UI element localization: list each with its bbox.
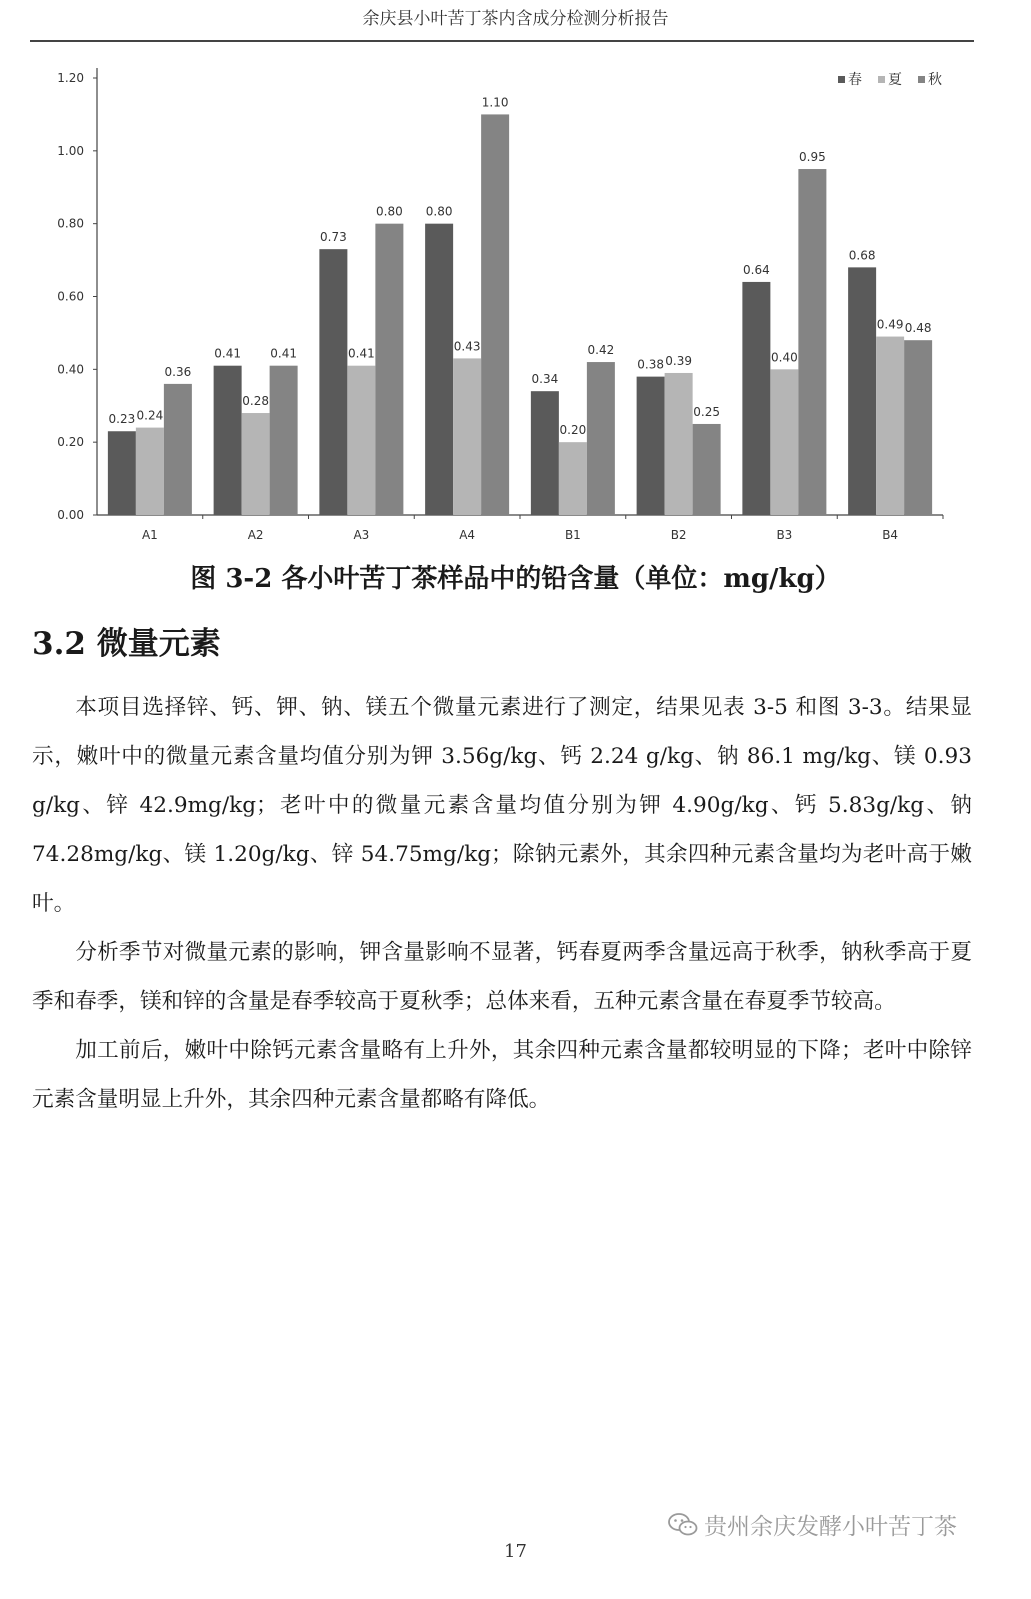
header-rule [30, 40, 974, 42]
y-tick-label: 0.40 [57, 362, 84, 377]
data-label: 0.49 [876, 317, 904, 332]
x-tick-label: B4 [882, 528, 899, 542]
legend-swatch-0 [838, 76, 845, 83]
bar-A3-2 [375, 224, 403, 515]
data-label: 0.41 [214, 346, 241, 361]
page-number: 17 [504, 1541, 527, 1562]
data-label: 0.43 [453, 339, 481, 354]
legend-label: 秋 [928, 72, 942, 88]
data-label: 0.23 [108, 412, 136, 427]
x-tick-label: B1 [564, 528, 581, 542]
x-tick-label: A4 [459, 528, 476, 542]
data-label: 0.64 [743, 262, 770, 277]
y-tick-label: 0.00 [57, 508, 84, 522]
bar-B1-2 [587, 362, 615, 515]
section-heading: 3.2 微量元素 [32, 626, 221, 662]
lead-content-bar-chart [0, 55, 1031, 545]
data-label: 0.25 [693, 404, 720, 419]
watermark [668, 1508, 957, 1541]
bar-B1-1 [559, 442, 587, 515]
bar-B2-1 [665, 373, 693, 515]
data-label: 0.42 [587, 343, 615, 358]
legend-swatch-1 [878, 76, 885, 83]
x-tick-label: B2 [670, 528, 687, 542]
y-tick-label: 0.60 [57, 289, 84, 304]
data-label: 0.48 [904, 321, 932, 336]
data-label: 0.38 [637, 357, 664, 372]
x-tick-label: B3 [776, 528, 793, 542]
bar-B3-1 [770, 369, 798, 515]
data-label: 0.80 [425, 204, 453, 219]
paragraph-2: 分析季节对微量元素的影响，钾含量影响不显著，钙春夏两季含量远高于秋季，钠秋季高于夏季和春季，镁和锌的含量是春季较高于夏秋季；总体来看，五种元素含量在春夏季节较高。 [32, 940, 972, 1014]
bar-A1-2 [164, 384, 192, 515]
bar-B4-0 [848, 267, 876, 515]
bar-A3-0 [319, 249, 347, 515]
bar-B2-0 [637, 377, 665, 515]
bar-B3-2 [798, 169, 826, 515]
bar-A2-1 [242, 413, 270, 515]
data-label: 0.36 [164, 364, 192, 379]
data-label: 0.40 [771, 350, 798, 365]
bar-A1-1 [136, 428, 164, 515]
bar-B4-2 [904, 340, 932, 515]
data-label: 0.39 [665, 353, 692, 368]
bar-B3-0 [742, 282, 770, 515]
bar-A4-1 [453, 358, 481, 515]
data-label: 0.28 [242, 394, 269, 409]
paragraph-1: 本项目选择锌、钙、钾、钠、镁五个微量元素进行了测定，结果见表 3-5 和图 3-3。结果显示，嫩叶中的微量元素含量均值分别为钾 3.56g/kg、钙 2.24 g/kg、钠 86.1 mg/kg、镁 0.93 g/kg、锌 42.9mg/kg；老叶中的微量元素含量均值分别为钾 4.90g/kg、钙 5.83g/kg、钠 74.28mg/kg、镁 1.20g/kg、锌 54.75mg/kg；除钠元素外，其余四种元素含量均为老叶高于嫩叶。 [32, 695, 972, 916]
data-label: 0.95 [799, 150, 826, 165]
data-label: 0.73 [320, 230, 347, 245]
y-tick-label: 1.20 [57, 71, 84, 85]
page-header: 余庆县小叶苦丁茶内含成分检测分析报告 [362, 9, 669, 29]
x-tick-label: A2 [247, 528, 264, 542]
legend-swatch-2 [918, 76, 925, 83]
bar-B1-0 [531, 391, 559, 515]
bar-A1-0 [108, 431, 136, 515]
y-tick-label: 0.20 [57, 435, 84, 450]
data-label: 0.24 [136, 408, 164, 423]
x-tick-label: A1 [141, 528, 158, 542]
y-tick-label: 0.80 [57, 216, 84, 231]
bar-B2-2 [693, 424, 721, 515]
figure-caption: 图 3-2 各小叶苦丁茶样品中的铅含量（单位：mg/kg） [190, 564, 841, 594]
watermark-text: 贵州余庆发酵小叶苦丁茶 [704, 1514, 957, 1540]
data-label: 0.34 [531, 372, 559, 387]
bar-A2-0 [214, 366, 242, 515]
bar-A2-2 [270, 366, 298, 515]
y-tick-label: 1.00 [57, 143, 84, 158]
legend-label: 夏 [888, 72, 902, 88]
wechat-icon [668, 1512, 698, 1538]
x-tick-label: A3 [353, 528, 370, 542]
data-label: 0.80 [376, 204, 403, 219]
data-label: 0.20 [559, 423, 587, 438]
legend-label: 春 [848, 72, 862, 88]
data-label: 0.41 [348, 346, 375, 361]
section-body [32, 683, 972, 1124]
data-label: 1.10 [481, 95, 509, 110]
data-label: 0.41 [270, 346, 297, 361]
paragraph-3: 加工前后，嫩叶中除钙元素含量略有上升外，其余四种元素含量都较明显的下降；老叶中除锌元素含量明显上升外，其余四种元素含量都略有降低。 [32, 1038, 972, 1112]
bar-A4-0 [425, 224, 453, 515]
bar-B4-1 [876, 337, 904, 515]
bar-A4-2 [481, 114, 509, 515]
bar-A3-1 [347, 366, 375, 515]
data-label: 0.68 [848, 248, 876, 263]
